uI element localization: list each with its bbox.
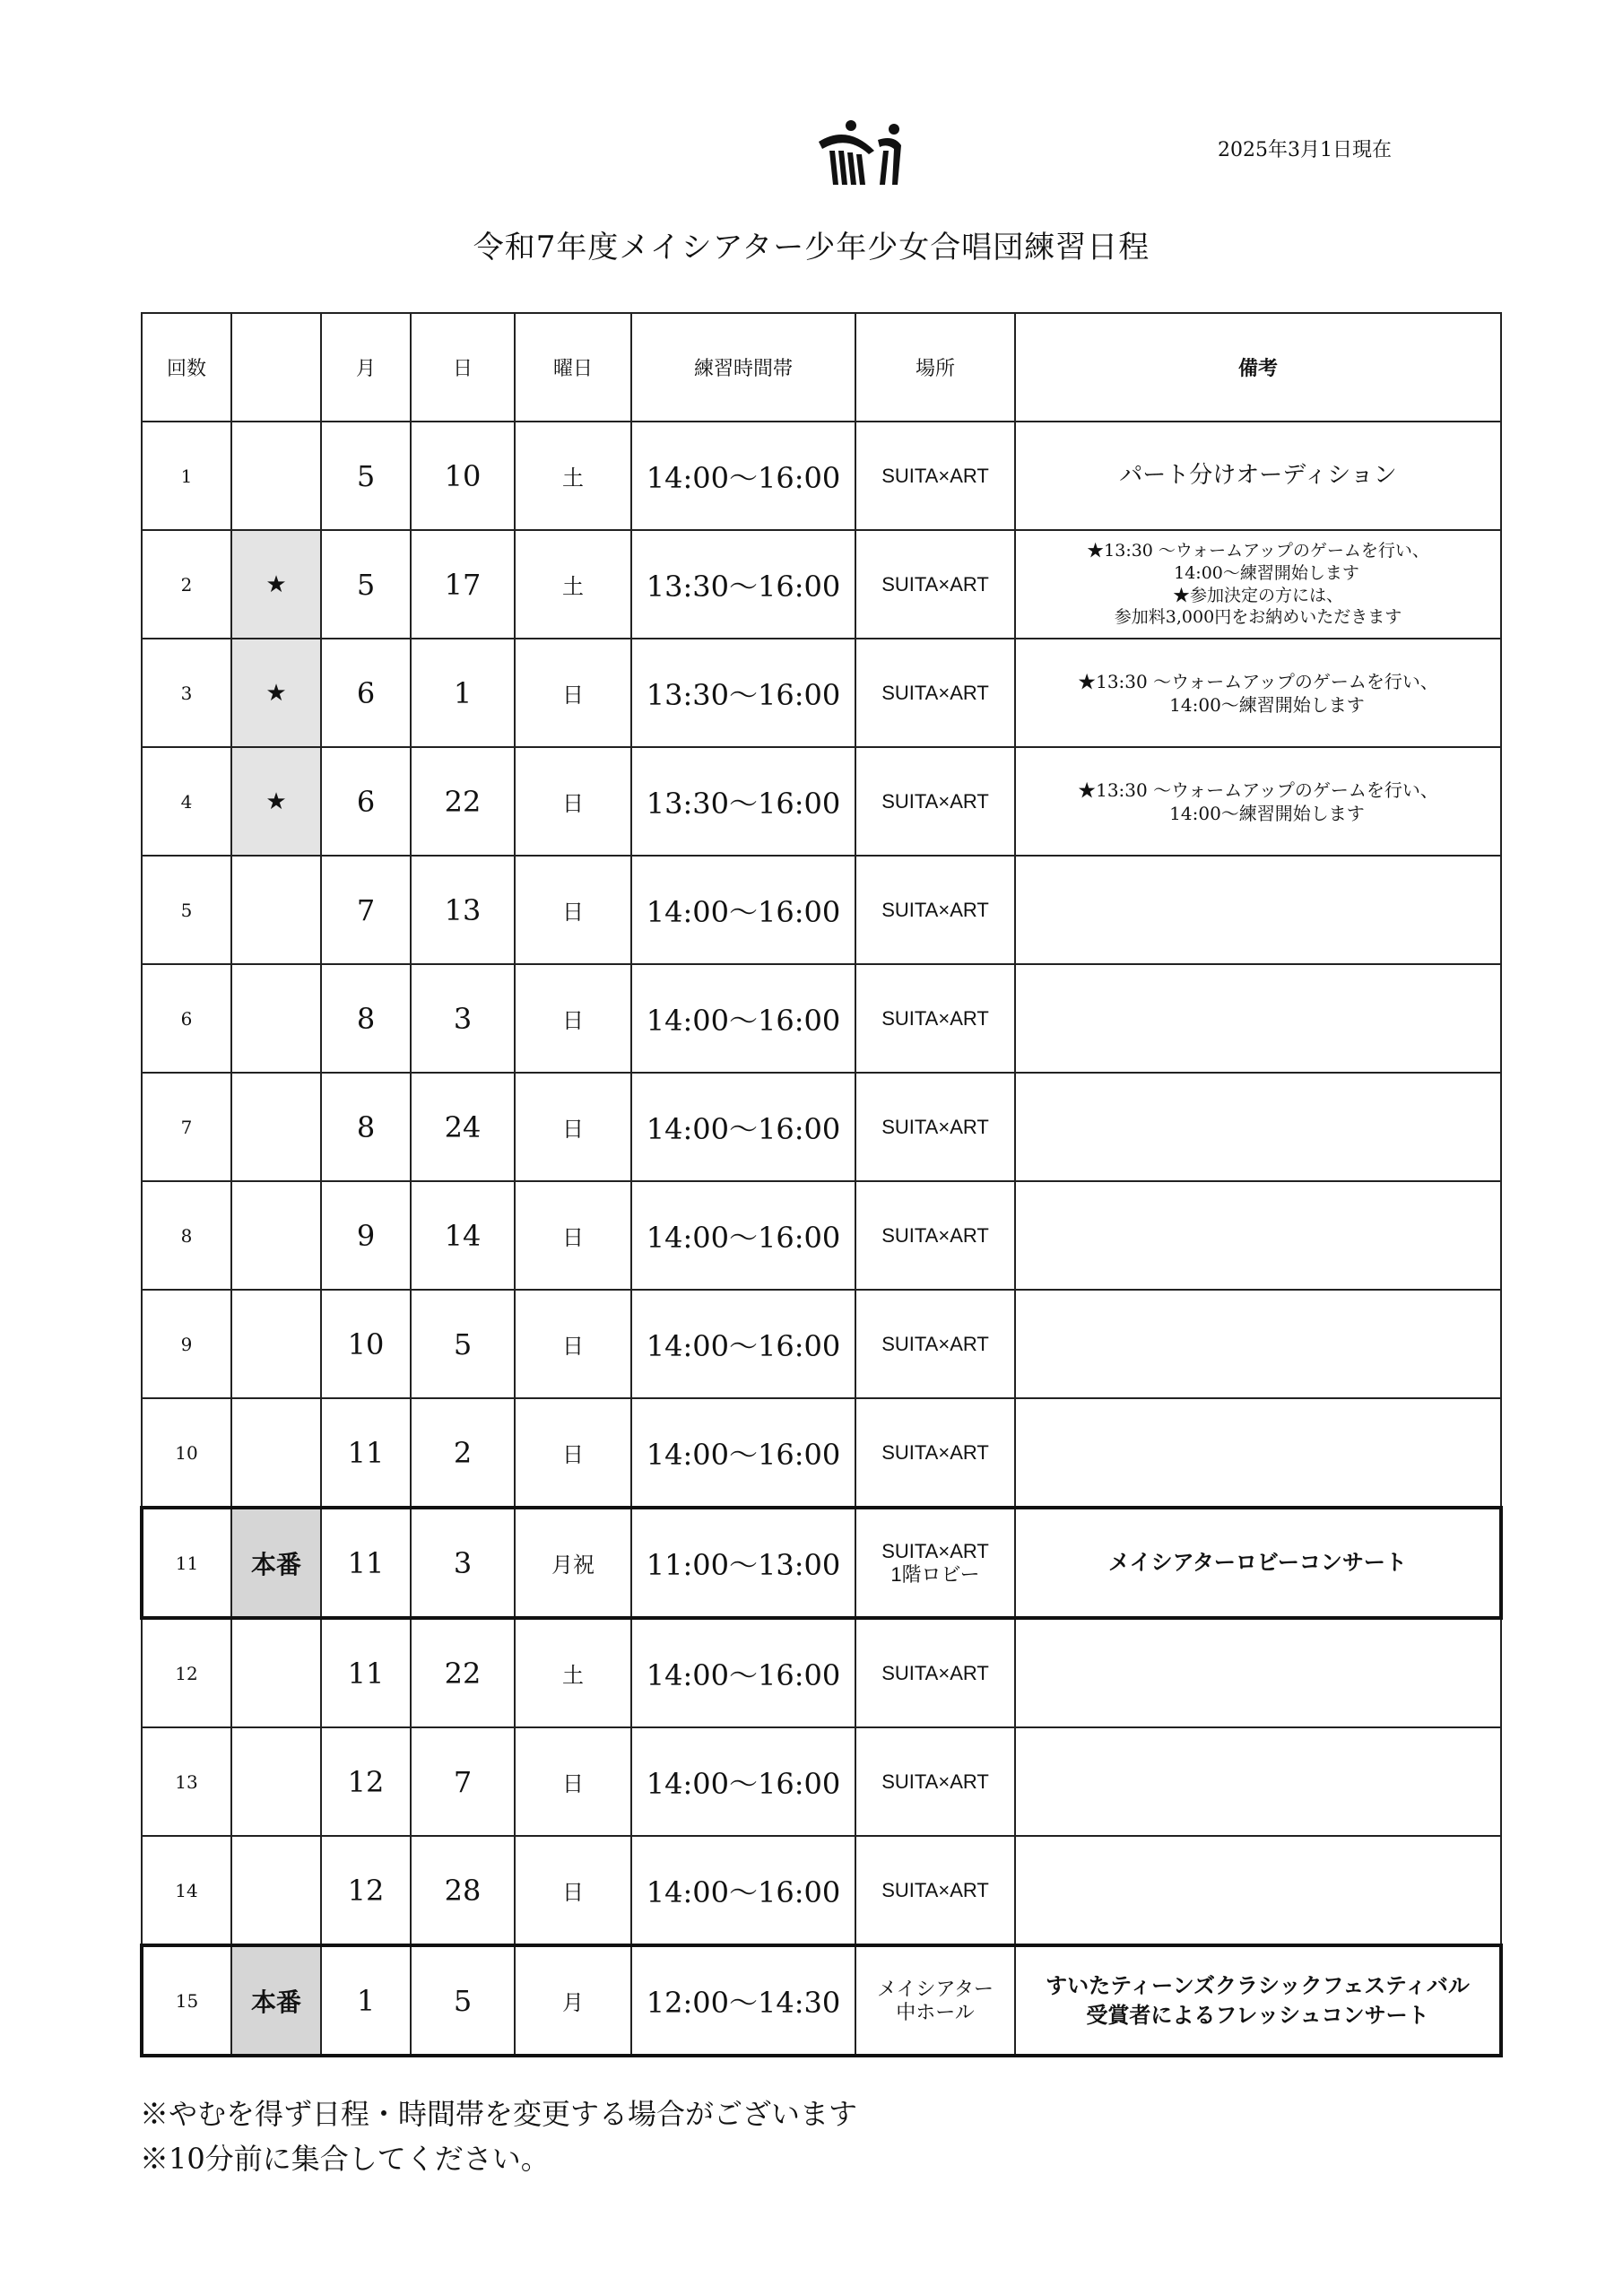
table-header-row <box>142 313 1501 422</box>
row-mark <box>231 1181 321 1290</box>
row-mark <box>231 1073 321 1181</box>
place-line: SUITA×ART <box>881 1006 989 1030</box>
row-weekday: 日 <box>515 639 631 747</box>
place-line: SUITA×ART <box>881 1440 989 1464</box>
row-number: 10 <box>142 1398 231 1508</box>
row-day: 5 <box>411 1290 515 1398</box>
table-row <box>142 1398 1501 1508</box>
row-day: 14 <box>411 1181 515 1290</box>
table-row <box>142 1945 1501 2056</box>
row-day: 5 <box>411 1945 515 2056</box>
row-time: 12:00〜14:30 <box>631 1945 855 2056</box>
table-row <box>142 856 1501 964</box>
place-line: SUITA×ART <box>881 1332 989 1355</box>
row-notes <box>1015 1508 1501 1618</box>
row-notes <box>1015 1181 1501 1290</box>
row-mark <box>231 856 321 964</box>
row-day: 22 <box>411 1618 515 1727</box>
table-row <box>142 1508 1501 1618</box>
schedule-table <box>140 312 1503 2057</box>
row-time: 13:30〜16:00 <box>631 530 855 639</box>
row-time: 14:00〜16:00 <box>631 1181 855 1290</box>
row-notes <box>1015 422 1501 530</box>
row-weekday: 日 <box>515 747 631 856</box>
row-mark: ★ <box>231 639 321 747</box>
row-month: 11 <box>321 1618 411 1727</box>
place-line: SUITA×ART <box>881 572 989 596</box>
row-place <box>855 1727 1015 1836</box>
row-weekday: 土 <box>515 1618 631 1727</box>
row-weekday: 月祝 <box>515 1508 631 1618</box>
row-place <box>855 1945 1015 2056</box>
row-notes <box>1015 1290 1501 1398</box>
row-mark <box>231 1836 321 1945</box>
row-time: 11:00〜13:00 <box>631 1508 855 1618</box>
row-number: 14 <box>142 1836 231 1945</box>
table-row <box>142 530 1501 639</box>
row-place <box>855 747 1015 856</box>
row-month: 10 <box>321 1290 411 1398</box>
note-line: ★13:30 〜ウォームアップのゲームを行い、 <box>1078 778 1438 801</box>
table-row <box>142 422 1501 530</box>
row-time: 14:00〜16:00 <box>631 1073 855 1181</box>
row-month: 8 <box>321 964 411 1073</box>
row-number: 7 <box>142 1073 231 1181</box>
place-line: SUITA×ART <box>881 789 989 813</box>
row-mark <box>231 1618 321 1727</box>
table-row <box>142 639 1501 747</box>
row-time: 13:30〜16:00 <box>631 639 855 747</box>
row-month: 1 <box>321 1945 411 2056</box>
row-place <box>855 1836 1015 1945</box>
note-line: 14:00〜練習開始します <box>1157 562 1359 583</box>
row-number: 5 <box>142 856 231 964</box>
header-month: 月 <box>321 313 411 422</box>
row-notes <box>1015 856 1501 964</box>
note-line: 参加料3,000円をお納めいただきます <box>1114 607 1402 628</box>
note-line: メイシアターロビーコンサート <box>1108 1550 1407 1576</box>
note-line: すいたティーンズクラシックフェスティバル <box>1046 1973 1470 1999</box>
row-number: 8 <box>142 1181 231 1290</box>
row-place <box>855 422 1015 530</box>
place-line: SUITA×ART <box>881 681 989 704</box>
row-notes <box>1015 639 1501 747</box>
row-time: 14:00〜16:00 <box>631 1398 855 1508</box>
row-place <box>855 1290 1015 1398</box>
row-number: 4 <box>142 747 231 856</box>
row-day: 3 <box>411 1508 515 1618</box>
note-line: ★13:30 〜ウォームアップのゲームを行い、 <box>1078 670 1438 692</box>
row-day: 13 <box>411 856 515 964</box>
header-count: 回数 <box>142 313 231 422</box>
row-time: 14:00〜16:00 <box>631 964 855 1073</box>
row-mark: ★ <box>231 530 321 639</box>
row-weekday: 日 <box>515 1836 631 1945</box>
row-notes <box>1015 964 1501 1073</box>
place-line: SUITA×ART <box>881 1223 989 1247</box>
table-row <box>142 1181 1501 1290</box>
row-month: 11 <box>321 1508 411 1618</box>
place-line: SUITA×ART <box>881 1878 989 1901</box>
row-day: 3 <box>411 964 515 1073</box>
row-time: 14:00〜16:00 <box>631 1290 855 1398</box>
note-line: 受賞者によるフレッシュコンサート <box>1086 2002 1429 2028</box>
header-weekday: 曜日 <box>515 313 631 422</box>
table-row <box>142 1290 1501 1398</box>
row-number: 6 <box>142 964 231 1073</box>
row-mark <box>231 1727 321 1836</box>
place-line: SUITA×ART <box>881 898 989 921</box>
row-time: 14:00〜16:00 <box>631 856 855 964</box>
row-day: 17 <box>411 530 515 639</box>
place-line-2: 中ホール <box>896 2000 975 2023</box>
row-month: 6 <box>321 747 411 856</box>
row-month: 5 <box>321 422 411 530</box>
row-notes <box>1015 1073 1501 1181</box>
row-weekday: 土 <box>515 530 631 639</box>
place-line: SUITA×ART <box>881 1770 989 1793</box>
table-row <box>142 747 1501 856</box>
row-weekday: 日 <box>515 1727 631 1836</box>
row-day: 22 <box>411 747 515 856</box>
row-weekday: 月 <box>515 1945 631 2056</box>
row-weekday: 日 <box>515 1398 631 1508</box>
row-month: 7 <box>321 856 411 964</box>
row-mark: 本番 <box>231 1945 321 2056</box>
place-line-2: 1階ロビー <box>890 1562 980 1586</box>
row-place <box>855 1181 1015 1290</box>
row-month: 12 <box>321 1836 411 1945</box>
row-month: 12 <box>321 1727 411 1836</box>
row-month: 8 <box>321 1073 411 1181</box>
row-mark: 本番 <box>231 1508 321 1618</box>
row-mark <box>231 964 321 1073</box>
row-place <box>855 1398 1015 1508</box>
table-row <box>142 964 1501 1073</box>
row-notes <box>1015 747 1501 856</box>
row-month: 9 <box>321 1181 411 1290</box>
row-notes <box>1015 1945 1501 2056</box>
note-line: パート分けオーディション <box>1119 461 1397 489</box>
row-number: 2 <box>142 530 231 639</box>
row-number: 15 <box>142 1945 231 2056</box>
row-notes <box>1015 1836 1501 1945</box>
row-place <box>855 639 1015 747</box>
row-notes <box>1015 530 1501 639</box>
row-month: 6 <box>321 639 411 747</box>
row-place <box>855 1073 1015 1181</box>
row-mark <box>231 422 321 530</box>
row-time: 14:00〜16:00 <box>631 1727 855 1836</box>
theater-logo-icon <box>812 115 910 187</box>
row-month: 5 <box>321 530 411 639</box>
row-month: 11 <box>321 1398 411 1508</box>
row-notes <box>1015 1618 1501 1727</box>
row-mark <box>231 1290 321 1398</box>
row-mark: ★ <box>231 747 321 856</box>
table-row <box>142 1073 1501 1181</box>
row-number: 11 <box>142 1508 231 1618</box>
row-day: 2 <box>411 1398 515 1508</box>
page-title: 令和7年度メイシアター少年少女合唱団練習日程 <box>473 230 1150 265</box>
place-line: SUITA×ART <box>881 1540 989 1563</box>
header-place: 場所 <box>855 313 1015 422</box>
row-time: 14:00〜16:00 <box>631 422 855 530</box>
header-time: 練習時間帯 <box>631 313 855 422</box>
place-line: メイシアター <box>876 1978 994 2001</box>
row-place <box>855 1508 1015 1618</box>
row-day: 10 <box>411 422 515 530</box>
row-time: 14:00〜16:00 <box>631 1836 855 1945</box>
row-weekday: 土 <box>515 422 631 530</box>
note-line: ★13:30 〜ウォームアップのゲームを行い、 <box>1087 541 1429 561</box>
row-day: 24 <box>411 1073 515 1181</box>
row-number: 1 <box>142 422 231 530</box>
note-line: ★参加決定の方には、 <box>1172 585 1343 605</box>
note-line: 14:00〜練習開始します <box>1151 802 1365 824</box>
row-place <box>855 856 1015 964</box>
row-weekday: 日 <box>515 964 631 1073</box>
row-place <box>855 1618 1015 1727</box>
place-line: SUITA×ART <box>881 1115 989 1138</box>
header-notes: 備考 <box>1015 313 1501 422</box>
footer-notes <box>140 2092 857 2181</box>
place-line: SUITA×ART <box>881 1661 989 1684</box>
row-place <box>855 530 1015 639</box>
footer-note-gather: ※10分前に集合してください。 <box>140 2142 550 2176</box>
table-row <box>142 1618 1501 1727</box>
footer-note-change: ※やむを得ず日程・時間帯を変更する場合がございます <box>140 2097 858 2131</box>
table-row <box>142 1836 1501 1945</box>
row-weekday: 日 <box>515 1290 631 1398</box>
row-number: 3 <box>142 639 231 747</box>
header-mark <box>231 313 321 422</box>
note-line: 14:00〜練習開始します <box>1151 693 1365 716</box>
row-notes <box>1015 1398 1501 1508</box>
row-mark <box>231 1398 321 1508</box>
row-time: 14:00〜16:00 <box>631 1618 855 1727</box>
row-weekday: 日 <box>515 856 631 964</box>
row-number: 13 <box>142 1727 231 1836</box>
row-time: 13:30〜16:00 <box>631 747 855 856</box>
row-day: 28 <box>411 1836 515 1945</box>
table-row <box>142 1727 1501 1836</box>
row-weekday: 日 <box>515 1181 631 1290</box>
row-day: 1 <box>411 639 515 747</box>
row-day: 7 <box>411 1727 515 1836</box>
row-weekday: 日 <box>515 1073 631 1181</box>
row-notes <box>1015 1727 1501 1836</box>
row-number: 12 <box>142 1618 231 1727</box>
row-number: 9 <box>142 1290 231 1398</box>
place-line: SUITA×ART <box>881 464 989 487</box>
header-day: 日 <box>411 313 515 422</box>
row-place <box>855 964 1015 1073</box>
as-of-date: 2025年3月1日現在 <box>1218 139 1392 161</box>
